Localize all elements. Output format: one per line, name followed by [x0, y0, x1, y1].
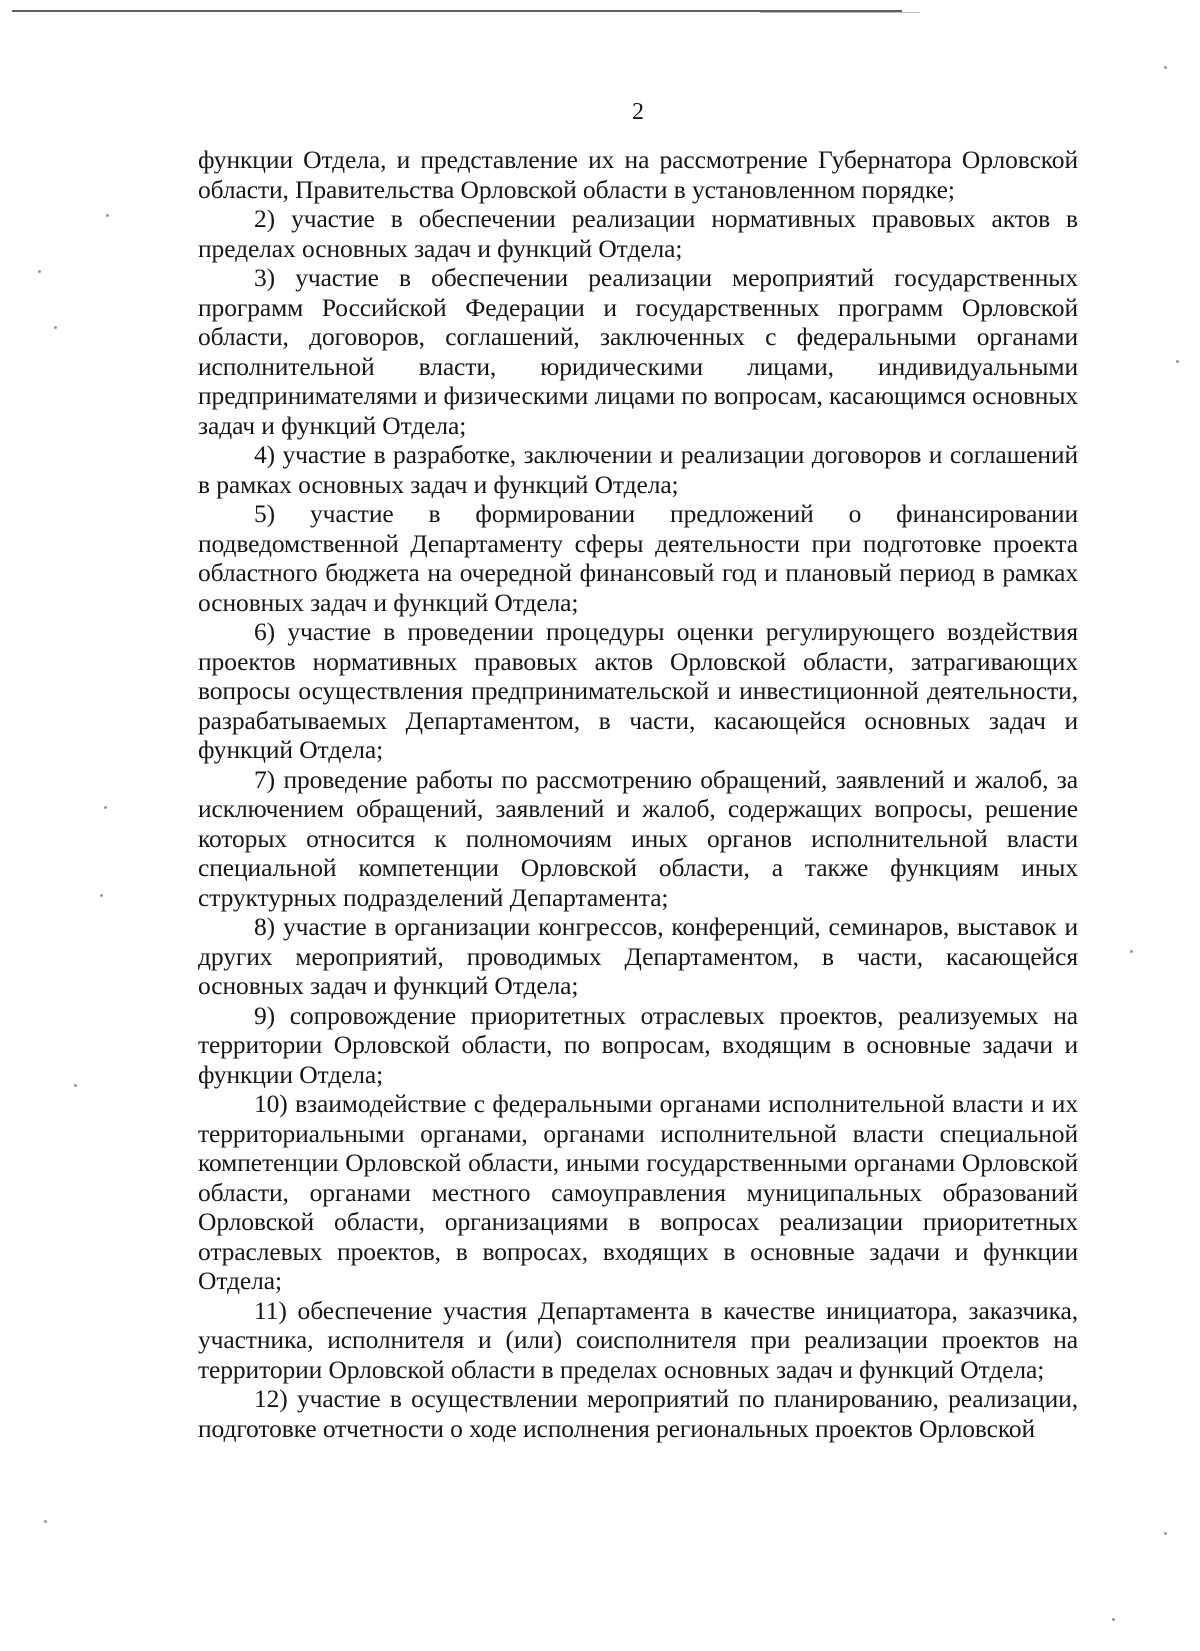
paragraph-item-11: 11) обеспечение участия Департамента в качестве инициатора, заказчика, участника, исполнителя и (или) соисполнителя при реализации проектов на территории Орловской области в пределах основных задач и функций Отдела; [198, 1295, 1078, 1384]
paragraph-item-12: 12) участие в осуществлении мероприятий по планированию, реализации, подготовке отчетности о ходе исполнения региональных проектов Орловской [198, 1384, 1078, 1443]
paragraph-continuation: функции Отдела, и представление их на рассмотрение Губернатора Орловской области, Правительства Орловской области в установленном порядке; [198, 145, 1078, 204]
scan-speck [44, 1520, 47, 1523]
scan-speck [1164, 1532, 1167, 1535]
scan-speck [104, 806, 107, 809]
scan-speck [74, 1084, 77, 1087]
scan-speck [54, 326, 57, 329]
scan-speck [38, 270, 41, 273]
scan-border-line-fade [760, 12, 920, 13]
paragraph-item-5: 5) участие в формировании предложений о финансировании подведомственной Департаменту сферы деятельности при подготовке проекта областного бюджета на очередной финансовый год и плановый период в рамках основных задач и функций Отдела; [198, 499, 1078, 617]
scan-speck [100, 894, 103, 897]
paragraph-item-6: 6) участие в проведении процедуры оценки регулирующего воздействия проектов нормативных правовых актов Орловской области, затрагивающих вопросы осуществления предпринимательской и инвестиционной деятельности, разрабатываемых Департаментом, в части, касающейся основных задач и функций Отдела; [198, 617, 1078, 764]
paragraph-item-3: 3) участие в обеспечении реализации мероприятий государственных программ Российской Федерации и государственных программ Орловской области, договоров, соглашений, заключенных с федеральными органами исполнительной власти, юридическими лицами, индивидуальными предпринимателями и физическими лицами по вопросам, касающимся основных задач и функций Отдела; [198, 263, 1078, 440]
paragraph-item-4: 4) участие в разработке, заключении и реализации договоров и соглашений в рамках основных задач и функций Отдела; [198, 440, 1078, 499]
scan-speck [1130, 950, 1133, 953]
paragraph-item-9: 9) сопровождение приоритетных отраслевых проектов, реализуемых на территории Орловской области, по вопросам, входящим в основные задачи и функции Отдела; [198, 1000, 1078, 1089]
scan-speck [1164, 66, 1167, 69]
document-body [198, 145, 1078, 1443]
page-number: 2 [632, 99, 644, 125]
scan-speck [1176, 360, 1179, 363]
scan-speck [106, 214, 109, 217]
paragraph-item-10: 10) взаимодействие с федеральными органами исполнительной власти и их территориальными органами, органами исполнительной власти специальной компетенции Орловской области, иными государственными органами Орловской области, органами местного самоуправления муниципальных образований Орловской области, организациями в вопросах реализации приоритетных отраслевых проектов, в вопросах, входящих в основные задачи и функции Отдела; [198, 1089, 1078, 1295]
scan-speck [1112, 1618, 1115, 1621]
paragraph-item-8: 8) участие в организации конгрессов, конференций, семинаров, выставок и других мероприятий, проводимых Департаментом, в части, касающейся основных задач и функций Отдела; [198, 912, 1078, 1000]
paragraph-item-7: 7) проведение работы по рассмотрению обращений, заявлений и жалоб, за исключением обращений, заявлений и жалоб, содержащих вопросы, решение которых относится к полномочиям иных органов исполнительной власти специальной компетенции Орловской области, а также функциям иных структурных подразделений Департамента; [198, 764, 1078, 912]
paragraph-item-2: 2) участие в обеспечении реализации нормативных правовых актов в пределах основных задач и функций Отдела; [198, 204, 1078, 263]
